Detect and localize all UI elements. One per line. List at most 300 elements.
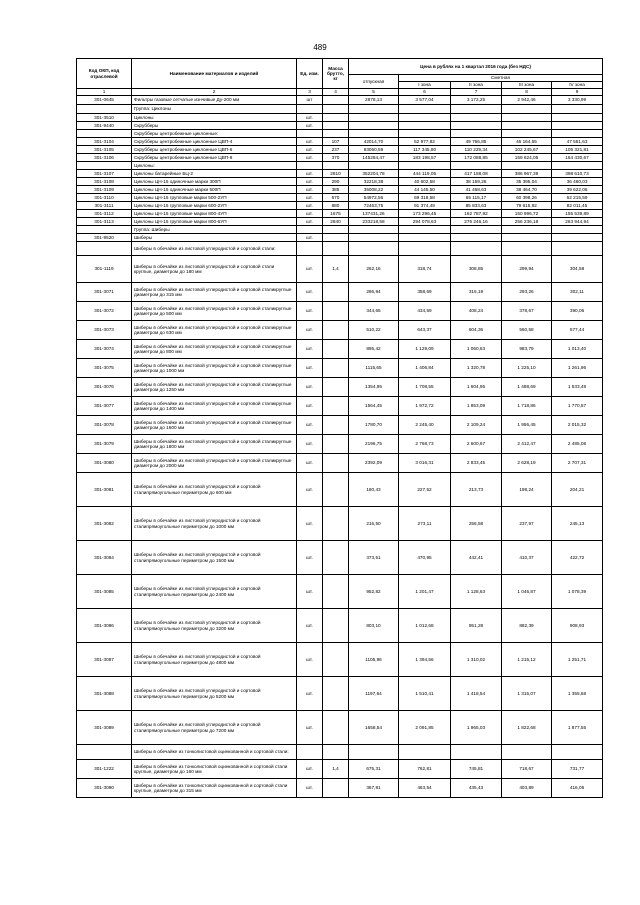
table-row bbox=[77, 210, 603, 218]
cell-mass bbox=[323, 609, 349, 643]
cell-price-release bbox=[349, 105, 399, 114]
header-zone: III зона bbox=[502, 82, 552, 89]
cell-name: Группа: Циклоны bbox=[132, 105, 297, 114]
header-estimate: Сметная bbox=[399, 75, 603, 82]
cell-code: 301-3109 bbox=[77, 186, 132, 194]
cell-price-zone-4 bbox=[552, 114, 603, 122]
cell-name: Шиберы в обечайке из тонколистовой оцинкованной и сортовой стали: bbox=[132, 745, 297, 760]
cell-price-release: 93060,59 bbox=[349, 146, 399, 154]
cell-unit: шт. bbox=[297, 378, 323, 397]
cell-price-zone-1: 52 977,82 bbox=[399, 138, 451, 146]
cell-price-zone-1: 1 129,09 bbox=[399, 340, 451, 359]
cell-price-release: 286,94 bbox=[349, 283, 399, 302]
cell-code bbox=[77, 745, 132, 760]
table-row bbox=[77, 226, 603, 234]
cell-price-zone-3: 159 624,05 bbox=[502, 154, 552, 162]
cell-price-release: 803,10 bbox=[349, 609, 399, 643]
cell-code: 301-3108 bbox=[77, 178, 132, 186]
cell-price-release bbox=[349, 226, 399, 234]
cell-name: Шиберы в обечайке из тонколистовой оцинкованной и сортовой стали круглые, диаметром до 160 мм bbox=[132, 760, 297, 779]
cell-price-release bbox=[349, 114, 399, 122]
cell-price-zone-2: 276 246,16 bbox=[451, 218, 502, 226]
cell-price-zone-2 bbox=[451, 242, 502, 256]
price-table bbox=[76, 58, 603, 798]
cell-mass: 1,4 bbox=[323, 256, 349, 283]
cell-price-zone-2 bbox=[451, 130, 502, 138]
table-row bbox=[77, 435, 603, 454]
cell-price-zone-1: 434,59 bbox=[399, 302, 451, 321]
cell-name: Шиберы в обечайке из листовой углеродистой и сортовой сталикруглые диаметром до 2000 мм bbox=[132, 454, 297, 473]
cell-price-zone-2: 408,24 bbox=[451, 302, 502, 321]
cell-code: 301-3087 bbox=[77, 643, 132, 677]
page-number: 489 bbox=[313, 43, 327, 52]
cell-price-zone-2: 2 833,45 bbox=[451, 454, 502, 473]
table-row bbox=[77, 541, 603, 575]
cell-price-zone-2: 2 109,24 bbox=[451, 416, 502, 435]
cell-price-zone-1: 227,52 bbox=[399, 473, 451, 507]
cell-mass bbox=[323, 779, 349, 798]
header-zone: I зона bbox=[399, 82, 451, 89]
cell-price-zone-3: 1 225,10 bbox=[502, 359, 552, 378]
cell-unit: шт. bbox=[297, 256, 323, 283]
cell-price-zone-2: 308,85 bbox=[451, 256, 502, 283]
cell-price-release: 1564,45 bbox=[349, 397, 399, 416]
cell-unit: шт. bbox=[297, 416, 323, 435]
cell-price-zone-4: 164 430,67 bbox=[552, 154, 603, 162]
table-row bbox=[77, 302, 603, 321]
cell-name: Шиберы bbox=[132, 234, 297, 242]
cell-code: 301-3078 bbox=[77, 416, 132, 435]
cell-code: 301-1119 bbox=[77, 256, 132, 283]
cell-unit bbox=[297, 105, 323, 114]
cell-price-zone-1: 318,74 bbox=[399, 256, 451, 283]
cell-mass bbox=[323, 340, 349, 359]
cell-price-release: 216,50 bbox=[349, 507, 399, 541]
cell-price-zone-3 bbox=[502, 745, 552, 760]
cell-price-zone-3 bbox=[502, 122, 552, 130]
cell-name: Скрубберы центробежные циклонные ЦВП-8 bbox=[132, 154, 297, 162]
cell-price-zone-4: 390,06 bbox=[552, 302, 603, 321]
cell-unit: шт. bbox=[297, 397, 323, 416]
cell-code: 301-3084 bbox=[77, 541, 132, 575]
cell-price-zone-1: 358,69 bbox=[399, 283, 451, 302]
cell-name: Циклоны: bbox=[132, 162, 297, 170]
cell-price-zone-3: 983,79 bbox=[502, 340, 552, 359]
table-row bbox=[77, 283, 603, 302]
cell-unit: шт. bbox=[297, 609, 323, 643]
cell-price-zone-3 bbox=[502, 130, 552, 138]
cell-mass bbox=[323, 711, 349, 745]
cell-mass bbox=[323, 105, 349, 114]
cell-price-zone-4: 1 261,96 bbox=[552, 359, 603, 378]
cell-price-zone-3: 2 412,47 bbox=[502, 435, 552, 454]
cell-code: 301-3107 bbox=[77, 170, 132, 178]
cell-code: 301-3112 bbox=[77, 210, 132, 218]
cell-name: Шиберы в обечайке из листовой углеродистой и сортовой сталикруглые диаметром до 1250 мм bbox=[132, 378, 297, 397]
cell-mass bbox=[323, 114, 349, 122]
cell-price-zone-3 bbox=[502, 162, 552, 170]
cell-price-release: 35008,22 bbox=[349, 186, 399, 194]
cell-mass bbox=[323, 130, 349, 138]
header-name: Наименование материалов и изделий bbox=[132, 59, 297, 89]
cell-price-zone-1 bbox=[399, 745, 451, 760]
cell-price-zone-1 bbox=[399, 234, 451, 242]
cell-price-zone-3: 256 236,18 bbox=[502, 218, 552, 226]
cell-price-zone-3: 378,67 bbox=[502, 302, 552, 321]
header-unit: Ед. изм. bbox=[297, 59, 323, 89]
header-zone: IV зона bbox=[552, 82, 603, 89]
cell-price-zone-1: 1 406,84 bbox=[399, 359, 451, 378]
cell-unit: шт. bbox=[297, 170, 323, 178]
cell-price-zone-2: 442,41 bbox=[451, 541, 502, 575]
cell-price-zone-1: 44 145,50 bbox=[399, 186, 451, 194]
cell-price-zone-2 bbox=[451, 226, 502, 234]
table-row bbox=[77, 473, 603, 507]
cell-name: Шиберы в обечайке из листовой углеродистой и сортовой сталикруглые диаметром до 1600 мм bbox=[132, 416, 297, 435]
cell-price-zone-3: 1 956,45 bbox=[502, 416, 552, 435]
cell-price-release: 42014,70 bbox=[349, 138, 399, 146]
cell-price-zone-1: 1 394,56 bbox=[399, 643, 451, 677]
cell-price-release: 952,82 bbox=[349, 575, 399, 609]
table-row bbox=[77, 96, 603, 105]
cell-price-zone-4: 1 770,57 bbox=[552, 397, 603, 416]
cell-price-release: 895,42 bbox=[349, 340, 399, 359]
cell-price-zone-2: 65 115,17 bbox=[451, 194, 502, 202]
cell-code: 301-3071 bbox=[77, 283, 132, 302]
cell-code bbox=[77, 226, 132, 234]
cell-price-zone-3 bbox=[502, 105, 552, 114]
cell-unit: шт. bbox=[297, 114, 323, 122]
cell-price-zone-4: 204,21 bbox=[552, 473, 603, 507]
cell-name: Шиберы в обечайке из листовой углеродистой и сортовой сталикруглые диаметром до 800 мм bbox=[132, 340, 297, 359]
cell-unit: шт. bbox=[297, 202, 323, 210]
cell-price-release bbox=[349, 745, 399, 760]
cell-code: 301-9440 bbox=[77, 122, 132, 130]
cell-mass bbox=[323, 454, 349, 473]
cell-price-zone-3 bbox=[502, 226, 552, 234]
cell-price-zone-4: 1 078,39 bbox=[552, 575, 603, 609]
cell-price-release bbox=[349, 234, 399, 242]
cell-name: Шиберы в обечайке из листовой углеродистой и сортовой сталикруглые диаметром до 315 мм bbox=[132, 283, 297, 302]
cell-name: Скрубберы центробежные циклонные ЦВП-4 bbox=[132, 138, 297, 146]
cell-price-zone-1 bbox=[399, 122, 451, 130]
cell-price-zone-4: 302,11 bbox=[552, 283, 603, 302]
cell-price-zone-4: 62 215,59 bbox=[552, 194, 603, 202]
cell-price-zone-3: 718,67 bbox=[502, 760, 552, 779]
table-row bbox=[77, 186, 603, 194]
cell-mass: 2840 bbox=[323, 218, 349, 226]
table-row bbox=[77, 507, 603, 541]
cell-unit bbox=[297, 745, 323, 760]
cell-price-zone-2 bbox=[451, 105, 502, 114]
table-row bbox=[77, 122, 603, 130]
cell-price-release: 367,81 bbox=[349, 779, 399, 798]
cell-price-zone-2: 417 188,08 bbox=[451, 170, 502, 178]
header-zone: II зона bbox=[451, 82, 502, 89]
cell-price-release: 1115,65 bbox=[349, 359, 399, 378]
cell-unit: шт. bbox=[297, 154, 323, 162]
cell-price-zone-4: 1 013,40 bbox=[552, 340, 603, 359]
cell-price-zone-4 bbox=[552, 745, 603, 760]
table-row bbox=[77, 760, 603, 779]
cell-mass bbox=[323, 302, 349, 321]
cell-price-zone-2: 435,43 bbox=[451, 779, 502, 798]
cell-price-release: 352204,78 bbox=[349, 170, 399, 178]
table-row bbox=[77, 162, 603, 170]
cell-unit: шт. bbox=[297, 146, 323, 154]
cell-price-zone-1 bbox=[399, 162, 451, 170]
cell-unit: шт. bbox=[297, 302, 323, 321]
cell-mass: 370 bbox=[323, 154, 349, 162]
cell-code: 301-3072 bbox=[77, 302, 132, 321]
cell-price-zone-2: 49 766,85 bbox=[451, 138, 502, 146]
cell-price-zone-1: 273,11 bbox=[399, 507, 451, 541]
table-row bbox=[77, 677, 603, 711]
cell-code: 301-3085 bbox=[77, 575, 132, 609]
cell-price-zone-3: 1 822,68 bbox=[502, 711, 552, 745]
cell-price-zone-4: 82 011,45 bbox=[552, 202, 603, 210]
cell-price-zone-1: 294 078,63 bbox=[399, 218, 451, 226]
cell-price-zone-1: 2 091,85 bbox=[399, 711, 451, 745]
cell-code: 301-3086 bbox=[77, 609, 132, 643]
cell-price-zone-2: 3 172,25 bbox=[451, 96, 502, 105]
cell-price-zone-4 bbox=[552, 226, 603, 234]
column-index: 3 bbox=[297, 89, 323, 96]
cell-code bbox=[77, 162, 132, 170]
cell-mass bbox=[323, 226, 349, 234]
cell-name: Циклоны ЦН-15 одиночные марки 500П bbox=[132, 186, 297, 194]
cell-code: 301-3075 bbox=[77, 359, 132, 378]
cell-price-zone-1: 762,81 bbox=[399, 760, 451, 779]
cell-price-zone-1: 1 012,68 bbox=[399, 609, 451, 643]
cell-price-release: 675,31 bbox=[349, 760, 399, 779]
cell-price-release bbox=[349, 162, 399, 170]
cell-mass bbox=[323, 378, 349, 397]
cell-price-release: 1197,64 bbox=[349, 677, 399, 711]
cell-mass: 1,4 bbox=[323, 760, 349, 779]
cell-mass bbox=[323, 397, 349, 416]
cell-price-zone-4: 155 539,89 bbox=[552, 210, 603, 218]
table-row bbox=[77, 218, 603, 226]
cell-price-zone-1: 643,37 bbox=[399, 321, 451, 340]
column-index: 1 bbox=[77, 89, 132, 96]
cell-mass bbox=[323, 507, 349, 541]
cell-price-zone-4: 1 877,55 bbox=[552, 711, 603, 745]
cell-price-zone-4: 263 944,94 bbox=[552, 218, 603, 226]
cell-unit: шт. bbox=[297, 760, 323, 779]
cell-name: Циклоны ЦН-15 групповые марки 500-2УП bbox=[132, 194, 297, 202]
cell-name: Скрубберы центробежные циклонные: bbox=[132, 130, 297, 138]
cell-name: Циклоны ЦН-15 групповые марки 600-2УП bbox=[132, 202, 297, 210]
cell-mass bbox=[323, 541, 349, 575]
cell-name: Шиберы в обечайке из листовой углеродистой и сортовой стали круглые, диаметром до 180 мм bbox=[132, 256, 297, 283]
cell-price-release: 1780,70 bbox=[349, 416, 399, 435]
cell-price-zone-3: 46 164,55 bbox=[502, 138, 552, 146]
cell-name: Циклоны батарейные БЦ-2 bbox=[132, 170, 297, 178]
cell-price-zone-4: 245,13 bbox=[552, 507, 603, 541]
cell-price-zone-1: 40 602,58 bbox=[399, 178, 451, 186]
cell-mass bbox=[323, 162, 349, 170]
cell-code: 301-3082 bbox=[77, 507, 132, 541]
cell-price-zone-4 bbox=[552, 242, 603, 256]
table-row bbox=[77, 745, 603, 760]
cell-price-zone-3: 410,37 bbox=[502, 541, 552, 575]
header-code: Код ОКП, код отраслевой bbox=[77, 59, 132, 89]
cell-price-zone-2: 85 833,63 bbox=[451, 202, 502, 210]
cell-price-zone-1: 2 245,40 bbox=[399, 416, 451, 435]
column-index: 5 bbox=[349, 89, 399, 96]
cell-unit: шт. bbox=[297, 575, 323, 609]
cell-mass bbox=[323, 321, 349, 340]
cell-price-zone-4: 39 622,06 bbox=[552, 186, 603, 194]
cell-mass: 880 bbox=[323, 202, 349, 210]
table-row bbox=[77, 359, 603, 378]
cell-price-zone-2: 1 965,03 bbox=[451, 711, 502, 745]
cell-code: 301-3073 bbox=[77, 321, 132, 340]
cell-price-zone-3: 60 398,26 bbox=[502, 194, 552, 202]
cell-name: Циклоны ЦН-15 групповые марки 800-4УП bbox=[132, 210, 297, 218]
cell-price-release: 54972,56 bbox=[349, 194, 399, 202]
cell-price-release: 2878,13 bbox=[349, 96, 399, 105]
column-index: 8 bbox=[502, 89, 552, 96]
cell-price-release: 262,16 bbox=[349, 256, 399, 283]
table-row bbox=[77, 105, 603, 114]
cell-price-zone-3: 560,58 bbox=[502, 321, 552, 340]
cell-name: Шиберы в обечайке из листовой углеродистой и сортовой сталикруглые диаметром до 1000 мм bbox=[132, 359, 297, 378]
cell-price-release: 2392,09 bbox=[349, 454, 399, 473]
header-release: отпускная bbox=[349, 75, 399, 89]
cell-price-release: 1354,95 bbox=[349, 378, 399, 397]
cell-code: 301-3105 bbox=[77, 146, 132, 154]
cell-price-zone-2: 2 600,67 bbox=[451, 435, 502, 454]
cell-code: 301-3074 bbox=[77, 340, 132, 359]
cell-price-zone-4: 577,44 bbox=[552, 321, 603, 340]
cell-price-release: 180,43 bbox=[349, 473, 399, 507]
cell-price-zone-2 bbox=[451, 234, 502, 242]
cell-unit: шт. bbox=[297, 711, 323, 745]
cell-unit bbox=[297, 226, 323, 234]
cell-price-zone-1: 470,95 bbox=[399, 541, 451, 575]
cell-mass bbox=[323, 473, 349, 507]
cell-name: Шиберы в обечайке из листовой углеродистой и сортовой сталипрямоугольные периметром до 5200 мм bbox=[132, 677, 297, 711]
table-row bbox=[77, 711, 603, 745]
table-row bbox=[77, 321, 603, 340]
cell-code: 301-3510 bbox=[77, 114, 132, 122]
cell-price-zone-1 bbox=[399, 226, 451, 234]
cell-price-zone-2: 172 088,85 bbox=[451, 154, 502, 162]
cell-code: 301-9520 bbox=[77, 234, 132, 242]
cell-price-zone-2: 41 468,63 bbox=[451, 186, 502, 194]
cell-name: Шиберы в обечайке из листовой углеродистой и сортовой стали: bbox=[132, 242, 297, 256]
cell-unit: шт. bbox=[297, 218, 323, 226]
cell-price-zone-1: 1 972,72 bbox=[399, 397, 451, 416]
cell-mass: 107 bbox=[323, 138, 349, 146]
cell-price-zone-2: 1 128,63 bbox=[451, 575, 502, 609]
cell-code: 301-3081 bbox=[77, 473, 132, 507]
cell-price-zone-1 bbox=[399, 130, 451, 138]
table-row bbox=[77, 575, 603, 609]
cell-price-zone-1 bbox=[399, 242, 451, 256]
table-row bbox=[77, 340, 603, 359]
cell-price-zone-2 bbox=[451, 114, 502, 122]
cell-price-zone-4: 416,05 bbox=[552, 779, 603, 798]
cell-mass: 1675 bbox=[323, 210, 349, 218]
table-row bbox=[77, 170, 603, 178]
column-index: 2 bbox=[132, 89, 297, 96]
cell-price-zone-3: 150 996,72 bbox=[502, 210, 552, 218]
cell-code: 301-3080 bbox=[77, 454, 132, 473]
cell-price-release: 137431,26 bbox=[349, 210, 399, 218]
cell-price-zone-3: 79 615,92 bbox=[502, 202, 552, 210]
cell-price-zone-2: 1 060,63 bbox=[451, 340, 502, 359]
cell-mass bbox=[323, 96, 349, 105]
cell-price-zone-4: 304,58 bbox=[552, 256, 603, 283]
cell-price-release: 2196,75 bbox=[349, 435, 399, 454]
table-row bbox=[77, 130, 603, 138]
cell-name: Шиберы в обечайке из листовой углеродистой и сортовой сталипрямоугольные периметром до 2400 мм bbox=[132, 575, 297, 609]
header-mass: Масса брутто, кг bbox=[323, 59, 349, 89]
cell-price-zone-3: 198,24 bbox=[502, 473, 552, 507]
cell-price-zone-1: 69 318,58 bbox=[399, 194, 451, 202]
cell-mass: 237 bbox=[323, 146, 349, 154]
cell-price-zone-2: 1 418,54 bbox=[451, 677, 502, 711]
cell-mass: 2810 bbox=[323, 170, 349, 178]
cell-price-zone-4: 1 251,71 bbox=[552, 643, 603, 677]
cell-price-release: 145284,47 bbox=[349, 154, 399, 162]
cell-mass bbox=[323, 122, 349, 130]
cell-price-zone-2: 1 320,78 bbox=[451, 359, 502, 378]
cell-mass: 385 bbox=[323, 186, 349, 194]
table-row bbox=[77, 378, 603, 397]
cell-name: Циклоны ЦН-15 групповые марки 800-6УП bbox=[132, 218, 297, 226]
cell-mass bbox=[323, 359, 349, 378]
table-row bbox=[77, 609, 603, 643]
cell-price-zone-4: 2 015,32 bbox=[552, 416, 603, 435]
cell-price-zone-1: 117 345,80 bbox=[399, 146, 451, 154]
table-row bbox=[77, 779, 603, 798]
table-row bbox=[77, 234, 603, 242]
cell-price-zone-4 bbox=[552, 105, 603, 114]
cell-price-zone-2: 256,58 bbox=[451, 507, 502, 541]
cell-price-zone-3: 1 488,69 bbox=[502, 378, 552, 397]
cell-code: 301-3090 bbox=[77, 779, 132, 798]
cell-mass bbox=[323, 435, 349, 454]
cell-unit: шт. bbox=[297, 210, 323, 218]
cell-price-zone-3: 38 464,70 bbox=[502, 186, 552, 194]
cell-price-zone-3: 1 046,87 bbox=[502, 575, 552, 609]
cell-code bbox=[77, 130, 132, 138]
cell-price-zone-1: 1 201,47 bbox=[399, 575, 451, 609]
cell-price-zone-1: 173 296,45 bbox=[399, 210, 451, 218]
cell-price-release: 1105,96 bbox=[349, 643, 399, 677]
cell-price-zone-4: 731,77 bbox=[552, 760, 603, 779]
cell-unit: шт bbox=[297, 96, 323, 105]
cell-price-zone-2: 38 159,26 bbox=[451, 178, 502, 186]
cell-mass bbox=[323, 745, 349, 760]
table-row bbox=[77, 202, 603, 210]
table-row bbox=[77, 416, 603, 435]
table-row bbox=[77, 397, 603, 416]
cell-name: Шиберы в обечайке из листовой углеродистой и сортовой сталипрямоугольные периметром до 7200 мм bbox=[132, 711, 297, 745]
cell-name: Шиберы в обечайке из листовой углеродистой и сортовой сталипрямоугольные периметром до 4800 мм bbox=[132, 643, 297, 677]
cell-name: Шиберы в обечайке из листовой углеродистой и сортовой сталипрямоугольные периметром до 600 мм bbox=[132, 473, 297, 507]
cell-price-zone-4: 398 610,73 bbox=[552, 170, 603, 178]
cell-price-zone-3 bbox=[502, 242, 552, 256]
cell-unit: шт. bbox=[297, 435, 323, 454]
cell-price-zone-3: 237,97 bbox=[502, 507, 552, 541]
cell-price-zone-3: 403,89 bbox=[502, 779, 552, 798]
cell-code: 301-3104 bbox=[77, 138, 132, 146]
